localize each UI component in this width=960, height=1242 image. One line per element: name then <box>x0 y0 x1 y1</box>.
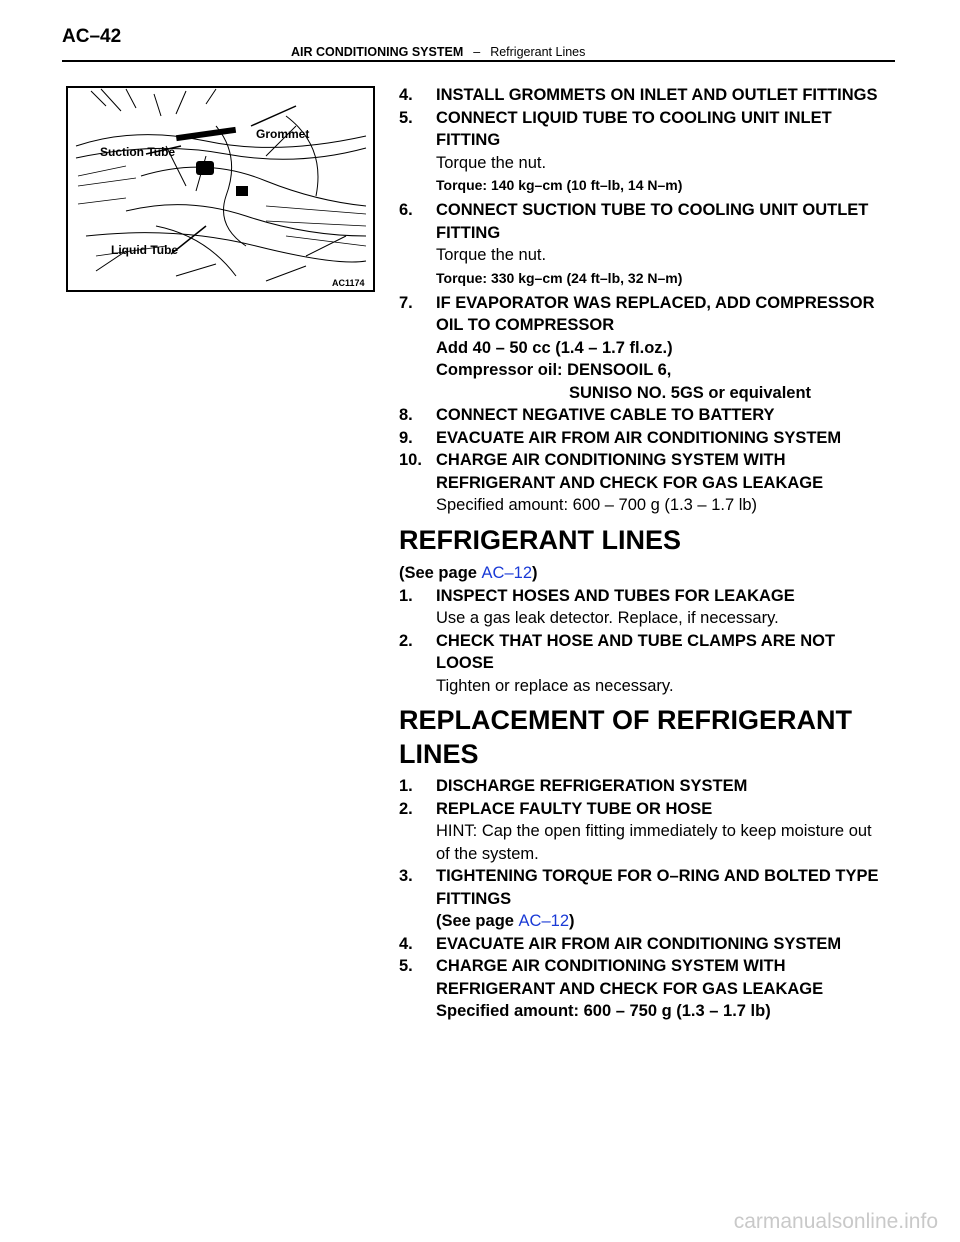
illustration-figure <box>66 86 375 292</box>
step-4 <box>399 84 879 107</box>
step-number: 5. <box>399 957 413 975</box>
page-link-ac12[interactable]: AC–12 <box>481 563 532 582</box>
inspect-step-2 <box>399 630 879 675</box>
step-text: CONNECT SUCTION TUBE TO COOLING UNIT OUTLET FITTING <box>436 201 869 242</box>
figure-code: AC1174 <box>332 278 365 288</box>
section-header <box>291 45 585 59</box>
replace-step-4 <box>399 933 879 956</box>
page-number: AC–42 <box>62 26 122 47</box>
step-number: 10. <box>399 451 422 469</box>
step-number: 1. <box>399 777 413 795</box>
header-rule <box>62 60 895 62</box>
step-number: 5. <box>399 108 413 127</box>
step-note: Use a gas leak detector. Replace, if necessary. <box>436 609 779 627</box>
torque-spec: Torque: 330 kg–cm (24 ft–lb, 32 N–m) <box>436 269 683 286</box>
figure-drawing <box>66 86 375 292</box>
step-8 <box>399 404 879 427</box>
hint-note: HINT: Cap the open fitting immediately to keep moisture out of the system. <box>436 822 872 863</box>
compressor-oil-alt: SUNISO NO. 5GS or equivalent <box>569 383 812 402</box>
step-text: INSPECT HOSES AND TUBES FOR LEAKAGE <box>436 586 795 605</box>
step-6 <box>399 199 879 244</box>
step-number: 2. <box>399 799 413 818</box>
section-heading-refrigerant-lines: REFRIGERANT LINES <box>399 524 682 555</box>
see-prefix: (See page <box>399 563 482 582</box>
step-7 <box>399 292 879 337</box>
step-10 <box>399 449 879 494</box>
step-text: CHARGE AIR CONDITIONING SYSTEM WITH REFRIGERANT AND CHECK FOR GAS LEAKAGE <box>436 451 824 492</box>
header-separator: – <box>473 45 481 59</box>
see-suffix: ) <box>532 563 538 582</box>
figure-label-liquid-tube: Liquid Tube <box>111 243 179 257</box>
page-link-ac12[interactable]: AC–12 <box>518 912 569 930</box>
step-text: CHECK THAT HOSE AND TUBE CLAMPS ARE NOT LOOSE <box>436 631 836 672</box>
step-9 <box>399 427 879 450</box>
step-text: INSTALL GROMMETS ON INLET AND OUTLET FITTINGS <box>436 86 878 104</box>
torque-spec: Torque: 140 kg–cm (10 ft–lb, 14 N–m) <box>436 177 683 193</box>
compressor-oil-type: Compressor oil: DENSOOIL 6, <box>436 361 672 379</box>
specified-amount: Specified amount: 600 – 750 g (1.3 – 1.7 lb) <box>436 1002 771 1020</box>
inspect-step-1 <box>399 585 879 608</box>
step-number: 9. <box>399 428 413 447</box>
figure-label-grommet: Grommet <box>256 127 310 141</box>
section-subtitle: Refrigerant Lines <box>490 45 586 59</box>
replace-step-1 <box>399 775 879 798</box>
step-text: CONNECT NEGATIVE CABLE TO BATTERY <box>436 406 775 424</box>
step-number: 2. <box>399 631 413 650</box>
step-note: Torque the nut. <box>436 246 547 264</box>
step-number: 7. <box>399 293 413 312</box>
see-page-reference <box>399 910 879 933</box>
step-5 <box>399 107 879 152</box>
step-number: 1. <box>399 586 413 605</box>
step-number: 8. <box>399 406 413 424</box>
step-text: CHARGE AIR CONDITIONING SYSTEM WITH REFRIGERANT AND CHECK FOR GAS LEAKAGE <box>436 957 824 998</box>
step-number: 6. <box>399 201 413 219</box>
section-heading-replacement: REPLACEMENT OF REFRIGERANT LINES <box>399 705 853 769</box>
step-text: DISCHARGE REFRIGERATION SYSTEM <box>436 777 748 795</box>
step-number: 4. <box>399 86 413 104</box>
watermark: carmanualsonline.info <box>733 1210 938 1233</box>
step-text: CONNECT LIQUID TUBE TO COOLING UNIT INLET FITTING <box>436 108 832 149</box>
step-note: Torque the nut. <box>436 153 547 172</box>
replace-step-3 <box>399 865 879 910</box>
step-text: IF EVAPORATOR WAS REPLACED, ADD COMPRESSOR OIL TO COMPRESSOR <box>436 293 875 334</box>
replace-step-5 <box>399 955 879 1000</box>
step-text: TIGHTENING TORQUE FOR O–RING AND BOLTED TYPE FITTINGS <box>436 867 879 908</box>
figure-label-suction-tube: Suction Tube <box>100 145 176 159</box>
step-number: 3. <box>399 867 413 885</box>
see-prefix: (See page <box>436 912 519 930</box>
page-content <box>399 84 879 1023</box>
section-title: AIR CONDITIONING SYSTEM <box>291 45 464 59</box>
replace-step-2 <box>399 798 879 821</box>
step-note: Specified amount: 600 – 700 g (1.3 – 1.7 lb) <box>436 496 758 514</box>
step-text: EVACUATE AIR FROM AIR CONDITIONING SYSTEM <box>436 934 842 953</box>
step-number: 4. <box>399 934 413 953</box>
step-note: Tighten or replace as necessary. <box>436 676 674 695</box>
see-page-reference <box>399 561 879 585</box>
step-text: EVACUATE AIR FROM AIR CONDITIONING SYSTEM <box>436 428 842 447</box>
step-text: REPLACE FAULTY TUBE OR HOSE <box>436 799 713 818</box>
oil-amount: Add 40 – 50 cc (1.4 – 1.7 fl.oz.) <box>436 338 673 357</box>
see-suffix: ) <box>569 912 575 930</box>
